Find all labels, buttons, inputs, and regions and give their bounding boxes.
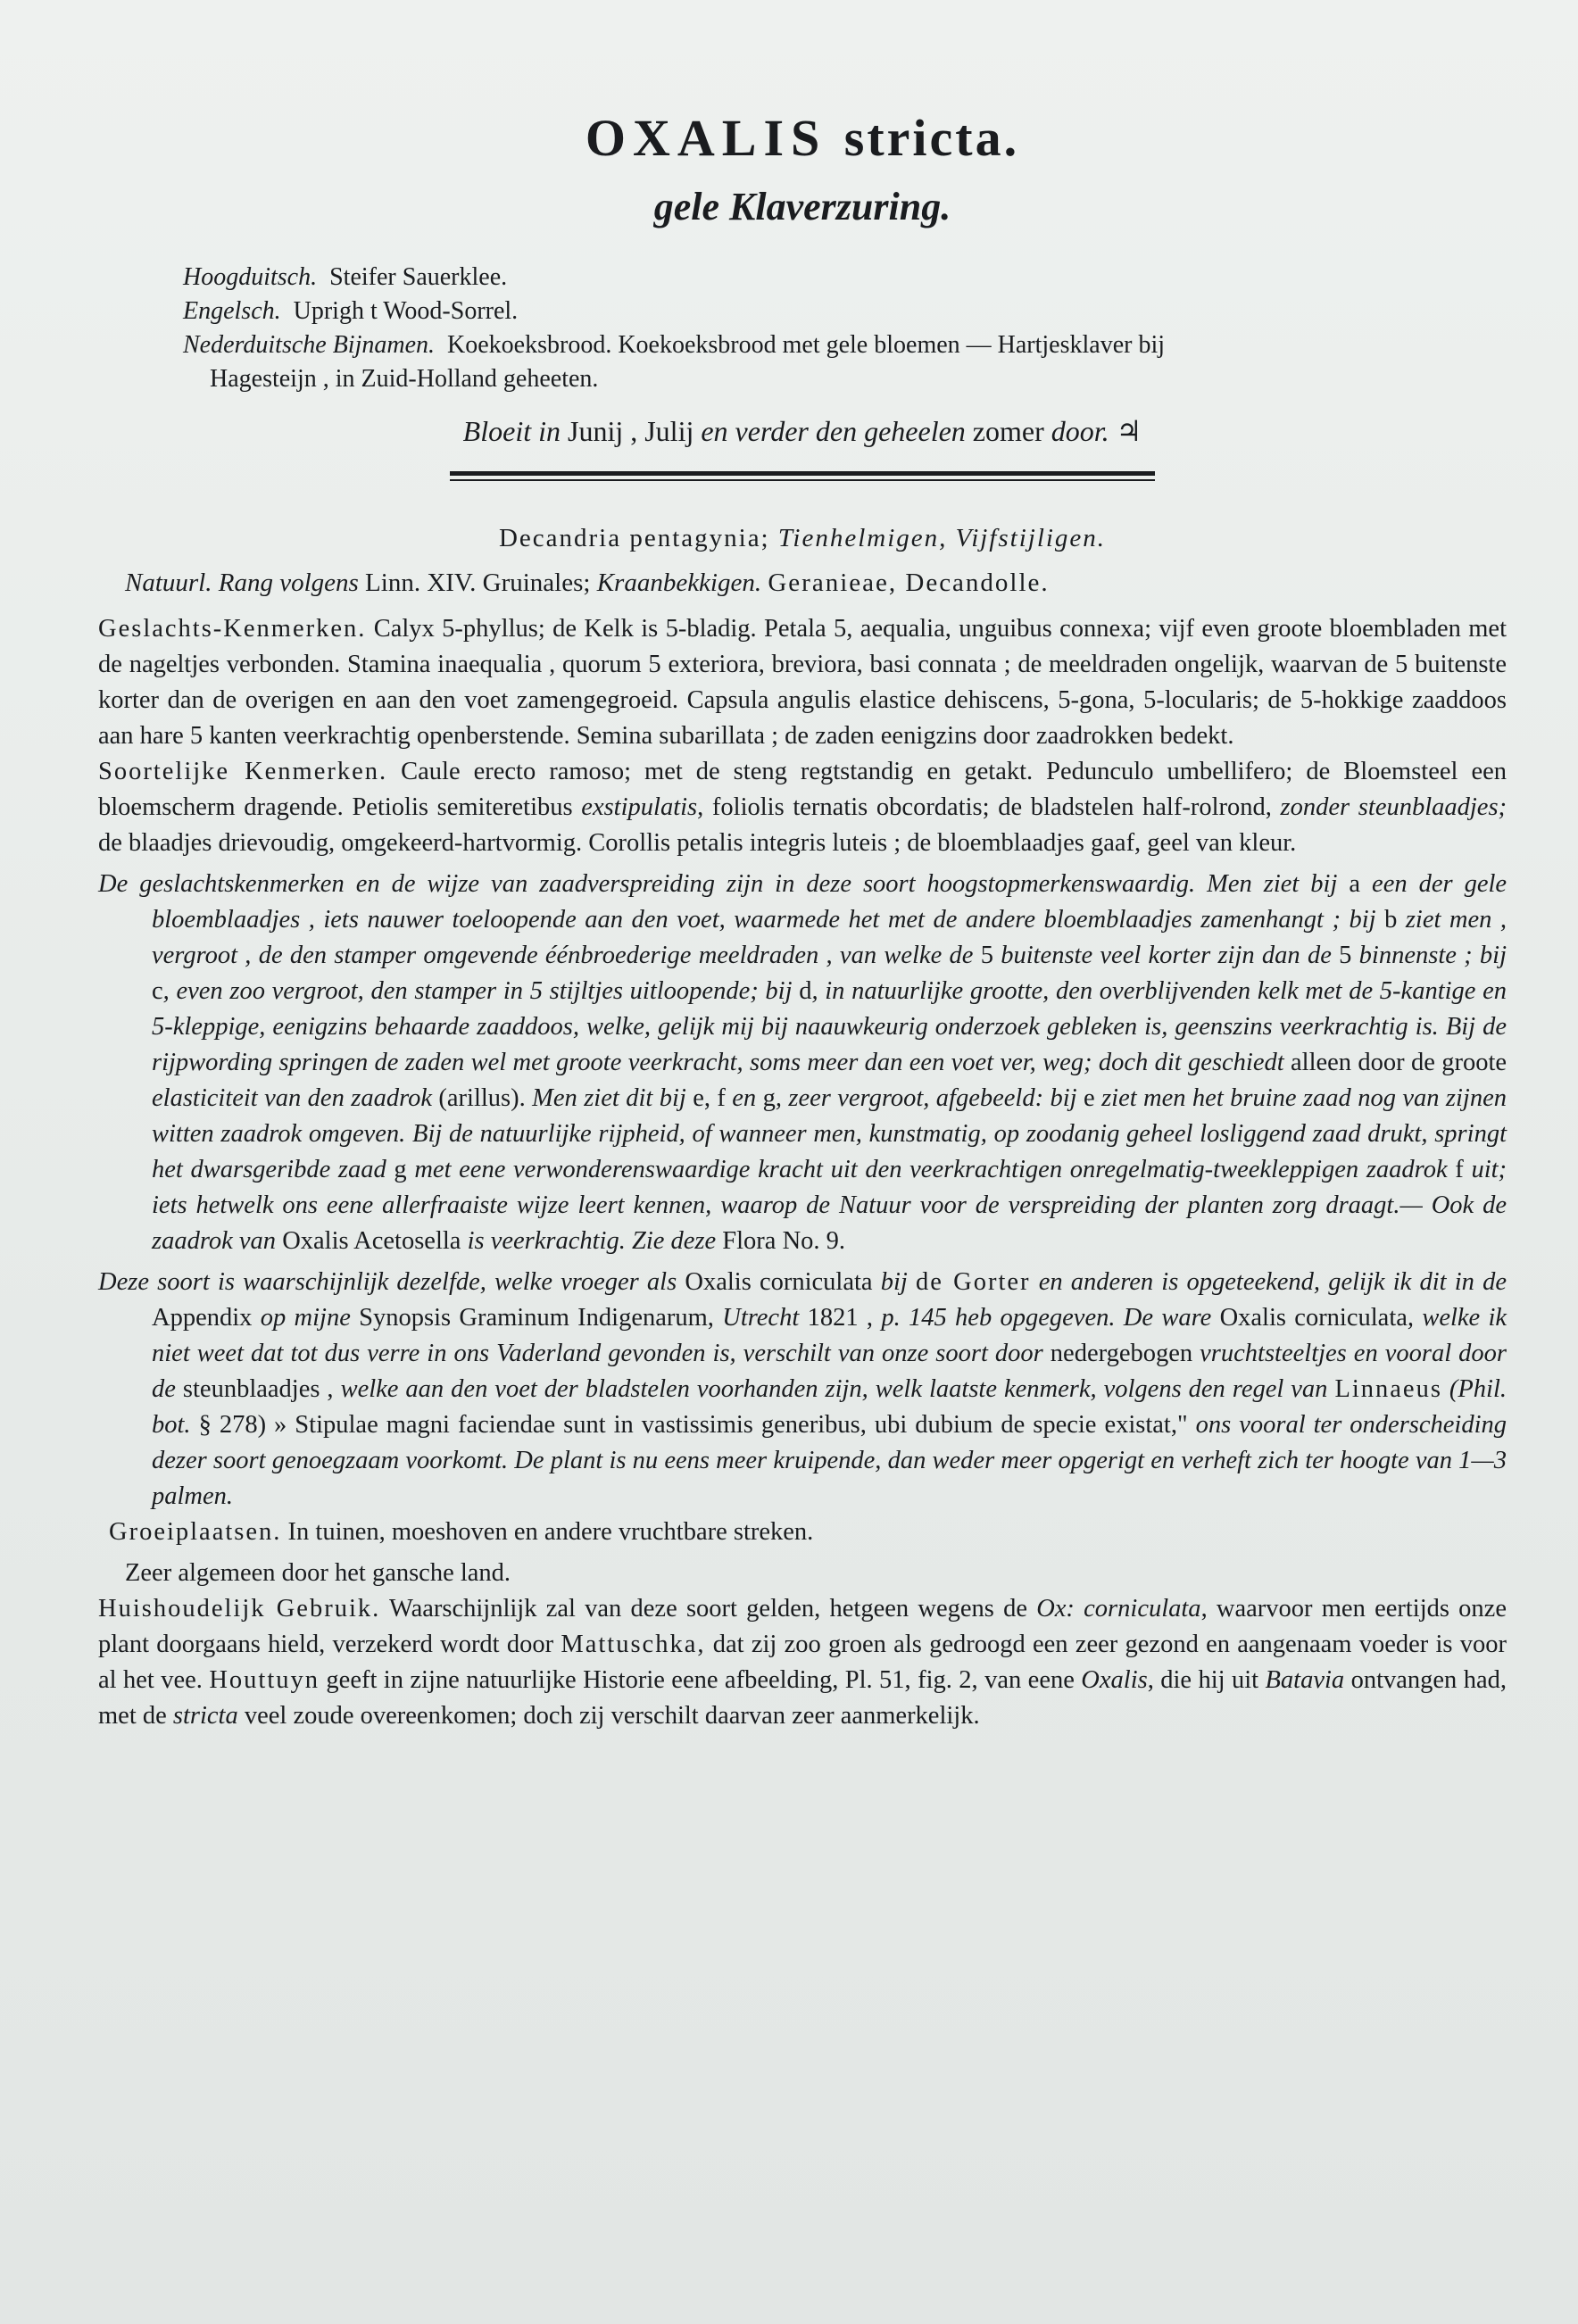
use-name: Houttuyn bbox=[209, 1666, 320, 1694]
note2-text: (Phil. bot. bbox=[152, 1375, 1507, 1439]
use-italic: Batavia bbox=[1265, 1666, 1345, 1694]
name-label: Nederduitsche Bijnamen. bbox=[183, 331, 436, 359]
note2-text: vruchtsteeltjes en vooral door de bbox=[152, 1340, 1507, 1403]
genus-characters-text: Calyx 5-phyllus; de Kelk is 5-bladig. Petala 5, aequalia, unguibus connexa; vijf even groote bloembladen met de nageltjes verbonden. Stamina inaequalia , quorum 5 exteriora, breviora, basi connata ; de meeldraden ongelijk, waarvan de 5 buitenste korter dan de overigen en aan den voet zamengegroeid. Capsula angulis elastice dehiscens, 5-gona, 5-locularis; de 5-hokkige zaaddoos aan hare 5 kanten veerkrachtig openberstende. Semina subarillata ; de zaden eenigzins door zaadrokken bedekt. bbox=[98, 615, 1507, 750]
double-rule-divider bbox=[450, 471, 1155, 481]
species-text-1: Caule erecto ramoso; met de steng regtstandig en getakt. Pedunculo umbellifero; de Bloemsteel een bloemscherm dragende. Petiolis semiteretibus bbox=[98, 758, 1507, 821]
note1-text: buitenste veel korter zijn dan de bbox=[1001, 942, 1332, 969]
note-synonymy bbox=[98, 1265, 1507, 1515]
note1-text: met eene verwonderenswaardige kracht uit den veerkrachtigen onregelmatig-tweekleppigen zaadrok bbox=[414, 1156, 1448, 1183]
name-row-german bbox=[183, 261, 1507, 295]
genus-characters bbox=[98, 611, 1507, 754]
bloom-pre: Bloeit in bbox=[462, 415, 561, 447]
name-value: Uprigh t Wood-Sorrel. bbox=[293, 297, 519, 325]
species-italic-1: exstipulatis bbox=[581, 793, 698, 821]
note2-text: welke aan den voet der bladstelen voorhanden zijn, welk laatste kenmerk, volgens den regel van bbox=[340, 1375, 1328, 1403]
note1-letter: g bbox=[762, 1084, 776, 1112]
note2-text: op mijne bbox=[260, 1304, 351, 1332]
note1-text: uit; iets hetwelk ons eene allerfraaiste wijze leert kennen, waarop de Natuur voor de verspreiding der planten zorg draagt.— Ook de zaadrok van bbox=[152, 1156, 1507, 1255]
page-subtitle: gele Klaverzuring. bbox=[653, 185, 951, 228]
note2-roman: 1821 , bbox=[807, 1304, 874, 1332]
note1-text: , in natuurlijke grootte, den overblijvenden kelk met de 5-kantige en 5-kleppige, eenigzins behaarde zaaddoos, welke, gelijk mij bij naauwkeurig onderzoek gebleken is, geenszins veerkrachtig is. Bij de rijpwording springen de zaden wel met groote veerkracht, soms meer dan een voet ver, weg; doch dit geschiedt bbox=[152, 977, 1507, 1076]
note1-number: 5 bbox=[1339, 942, 1352, 969]
note2-roman: Oxalis corniculata bbox=[685, 1268, 873, 1296]
note2-text: Deze soort is waarschijnlijk dezelfde, welke vroeger als bbox=[98, 1268, 677, 1296]
economic-use-heading: Huishoudelijk Gebruik. bbox=[98, 1595, 381, 1623]
class-dutch: Tienhelmigen, Vijfstijligen. bbox=[777, 524, 1107, 552]
note2-roman: nedergebogen bbox=[1050, 1340, 1193, 1367]
name-label: Hoogduitsch. bbox=[183, 263, 318, 291]
name-value: Steifer Sauerklee. bbox=[329, 263, 508, 291]
note2-text: bij bbox=[880, 1268, 908, 1296]
species-text-2: , foliolis ternatis obcordatis; de bladstelen half-rolrond, bbox=[697, 793, 1272, 821]
note2-text: , welke ik niet weet dat tot dus verre in ons Vaderland gevonden is, verschilt van onze soort door bbox=[152, 1304, 1507, 1367]
habitat-section bbox=[109, 1515, 1507, 1550]
rank-dutch: Kraanbekkigen. bbox=[596, 569, 762, 597]
name-row-continuation: Hagesteijn , in Zuid-Holland geheeten. bbox=[210, 365, 599, 393]
note2-roman: steunblaadjes , bbox=[182, 1375, 334, 1403]
note1-text: De geslachtskenmerken en de wijze van zaadverspreiding zijn in deze soort hoogstopmerkenswaardig. Men ziet bij bbox=[98, 870, 1338, 898]
species-italic-2: zonder steunblaadjes; bbox=[1280, 793, 1507, 821]
use-name: Mattuschka, bbox=[561, 1631, 706, 1658]
note1-text: een der gele bloemblaadjes , iets nauwer toeloopende aan den voet, waarmede het met de andere bloemblaadjes zamenhangt ; bij bbox=[152, 870, 1507, 934]
rank-linn: Linn. XIV. Gruinales; bbox=[365, 569, 591, 597]
note1-text: elasticiteit van den zaadrok bbox=[152, 1084, 433, 1112]
species-characters bbox=[98, 754, 1507, 861]
bloom-zomer: zomer bbox=[972, 415, 1044, 447]
note1-letter: d bbox=[799, 977, 812, 1005]
bloom-line bbox=[98, 412, 1507, 450]
note2-roman: Synopsis Graminum Indigenarum, bbox=[359, 1304, 714, 1332]
note1-letter: g bbox=[394, 1156, 407, 1183]
note1-roman: Flora No. 9. bbox=[722, 1227, 846, 1255]
name-row-dutch bbox=[183, 328, 1507, 362]
note1-letter: f bbox=[1455, 1156, 1464, 1183]
vernacular-names bbox=[183, 261, 1507, 396]
use-italic: stricta bbox=[172, 1702, 238, 1730]
habitat-heading: Groeiplaatsen. bbox=[109, 1518, 282, 1546]
note1-text: is veerkrachtig. Zie deze bbox=[467, 1227, 717, 1255]
note2-text: p. 145 heb opgegeven. De ware bbox=[881, 1304, 1212, 1332]
note2-roman: de Gorter bbox=[916, 1268, 1031, 1296]
note1-letter: a bbox=[1349, 870, 1361, 898]
note1-number: 5 bbox=[980, 942, 993, 969]
bloom-months: Junij , Julij bbox=[567, 415, 694, 447]
species-characters-heading: Soortelijke Kenmerken. bbox=[98, 758, 388, 785]
natural-rank-line bbox=[125, 565, 1507, 601]
page-title bbox=[98, 107, 1507, 170]
bloom-door: door. bbox=[1051, 415, 1109, 447]
note1-text: ziet men , vergroot , de den stamper omgevende éénbroederige meeldraden , van welke de bbox=[152, 906, 1507, 969]
use-text: , waarvoor men eertijds onze plant doorgaans hield, verzekerd wordt door bbox=[98, 1595, 1507, 1658]
habitat-text-2: Zeer algemeen door het gansche land. bbox=[125, 1559, 511, 1587]
species-text-3: de blaadjes drievoudig, omgekeerd-hartvormig. Corollis petalis integris luteis ; de bloemblaadjes gaaf, geel van kleur. bbox=[98, 829, 1297, 857]
note2-text: Utrecht bbox=[722, 1304, 800, 1332]
class-linnaean: Decandria pentagynia; bbox=[498, 524, 770, 552]
perennial-symbol: ♃ bbox=[1116, 415, 1142, 447]
use-text: dat zij zoo groen als gedroogd een zeer gezond en aangenaam voeder is voor al het vee. bbox=[98, 1631, 1507, 1694]
genus-characters-heading: Geslachts-Kenmerken. bbox=[98, 615, 367, 643]
use-text: , die hij uit bbox=[1147, 1666, 1259, 1694]
note1-text: ziet men het bruine zaad nog van zijnen witten zaadrok omgeven. Bij de natuurlijke rijpheid, of wanneer men, kunstmatig, op zoodanig geheel losliggend zaad drukt, springt het dwarsgeribde zaad bbox=[152, 1084, 1507, 1183]
note1-letter: e bbox=[1084, 1084, 1095, 1112]
note1-roman: alleen door de groote bbox=[1291, 1049, 1507, 1076]
note1-text: binnenste ; bij bbox=[1358, 942, 1507, 969]
use-text: geeft in zijne natuurlijke Historie eene afbeelding, Pl. 51, fig. 2, van eene bbox=[326, 1666, 1075, 1694]
rank-label: Natuurl. Rang volgens bbox=[125, 569, 359, 597]
economic-use-section bbox=[98, 1591, 1507, 1734]
bloom-mid: en verder den geheelen bbox=[701, 415, 966, 447]
title-genus: OXALIS bbox=[585, 109, 827, 167]
note2-roman: Linnaeus bbox=[1334, 1375, 1442, 1403]
rank-decandolle: Geranieae, Decandolle. bbox=[768, 569, 1050, 597]
note1-letter: b bbox=[1384, 906, 1398, 934]
title-species: stricta. bbox=[843, 109, 1020, 167]
name-label: Engelsch. bbox=[183, 297, 281, 325]
note-seed-dispersal bbox=[98, 867, 1507, 1259]
note1-text: en bbox=[732, 1084, 757, 1112]
note2-roman: Oxalis corniculata bbox=[1219, 1304, 1408, 1332]
use-text: ontvangen had, met de bbox=[98, 1666, 1507, 1730]
use-text: Waarschijnlijk zal van deze soort gelden, hetgeen wegens de bbox=[388, 1595, 1027, 1623]
use-italic: Oxalis bbox=[1081, 1666, 1148, 1694]
note2-roman: § 278) » Stipulae magni faciendae sunt in vastissimis generibus, ubi dubium de specie existat," bbox=[198, 1411, 1188, 1439]
habitat-text: In tuinen, moeshoven en andere vruchtbare streken. bbox=[287, 1518, 814, 1546]
note1-text: Men ziet dit bij bbox=[532, 1084, 686, 1112]
note1-text: , even zoo vergroot, den stamper in 5 stijltjes uitloopende; bij bbox=[162, 977, 793, 1005]
name-row-english bbox=[183, 295, 1507, 328]
name-value: Koekoeksbrood. Koekoeksbrood met gele bloemen — Hartjesklaver bij bbox=[447, 331, 1166, 359]
use-text: veel zoude overeenkomen; doch zij verschilt daarvan zeer aanmerkelijk. bbox=[244, 1702, 980, 1730]
note1-letter: c bbox=[152, 977, 163, 1005]
note2-text: ons vooral ter onderscheiding dezer soort genoegzaam voorkomt. De plant is nu eens meer kruipende, dan weder meer opgerigt en verheft zich ter hoogte van 1—3 palmen. bbox=[152, 1411, 1507, 1510]
note2-text: en anderen is opgeteekend, gelijk ik dit in de bbox=[1038, 1268, 1507, 1296]
use-italic: Ox: corniculata bbox=[1036, 1595, 1201, 1623]
note1-roman: Oxalis Acetosella bbox=[282, 1227, 461, 1255]
note1-roman: (arillus). bbox=[438, 1084, 526, 1112]
note1-letter: e, f bbox=[693, 1084, 726, 1112]
note2-roman: Appendix bbox=[152, 1304, 253, 1332]
classification-line bbox=[98, 520, 1507, 556]
note1-text: , zeer vergroot, afgebeeld: bij bbox=[775, 1084, 1077, 1112]
